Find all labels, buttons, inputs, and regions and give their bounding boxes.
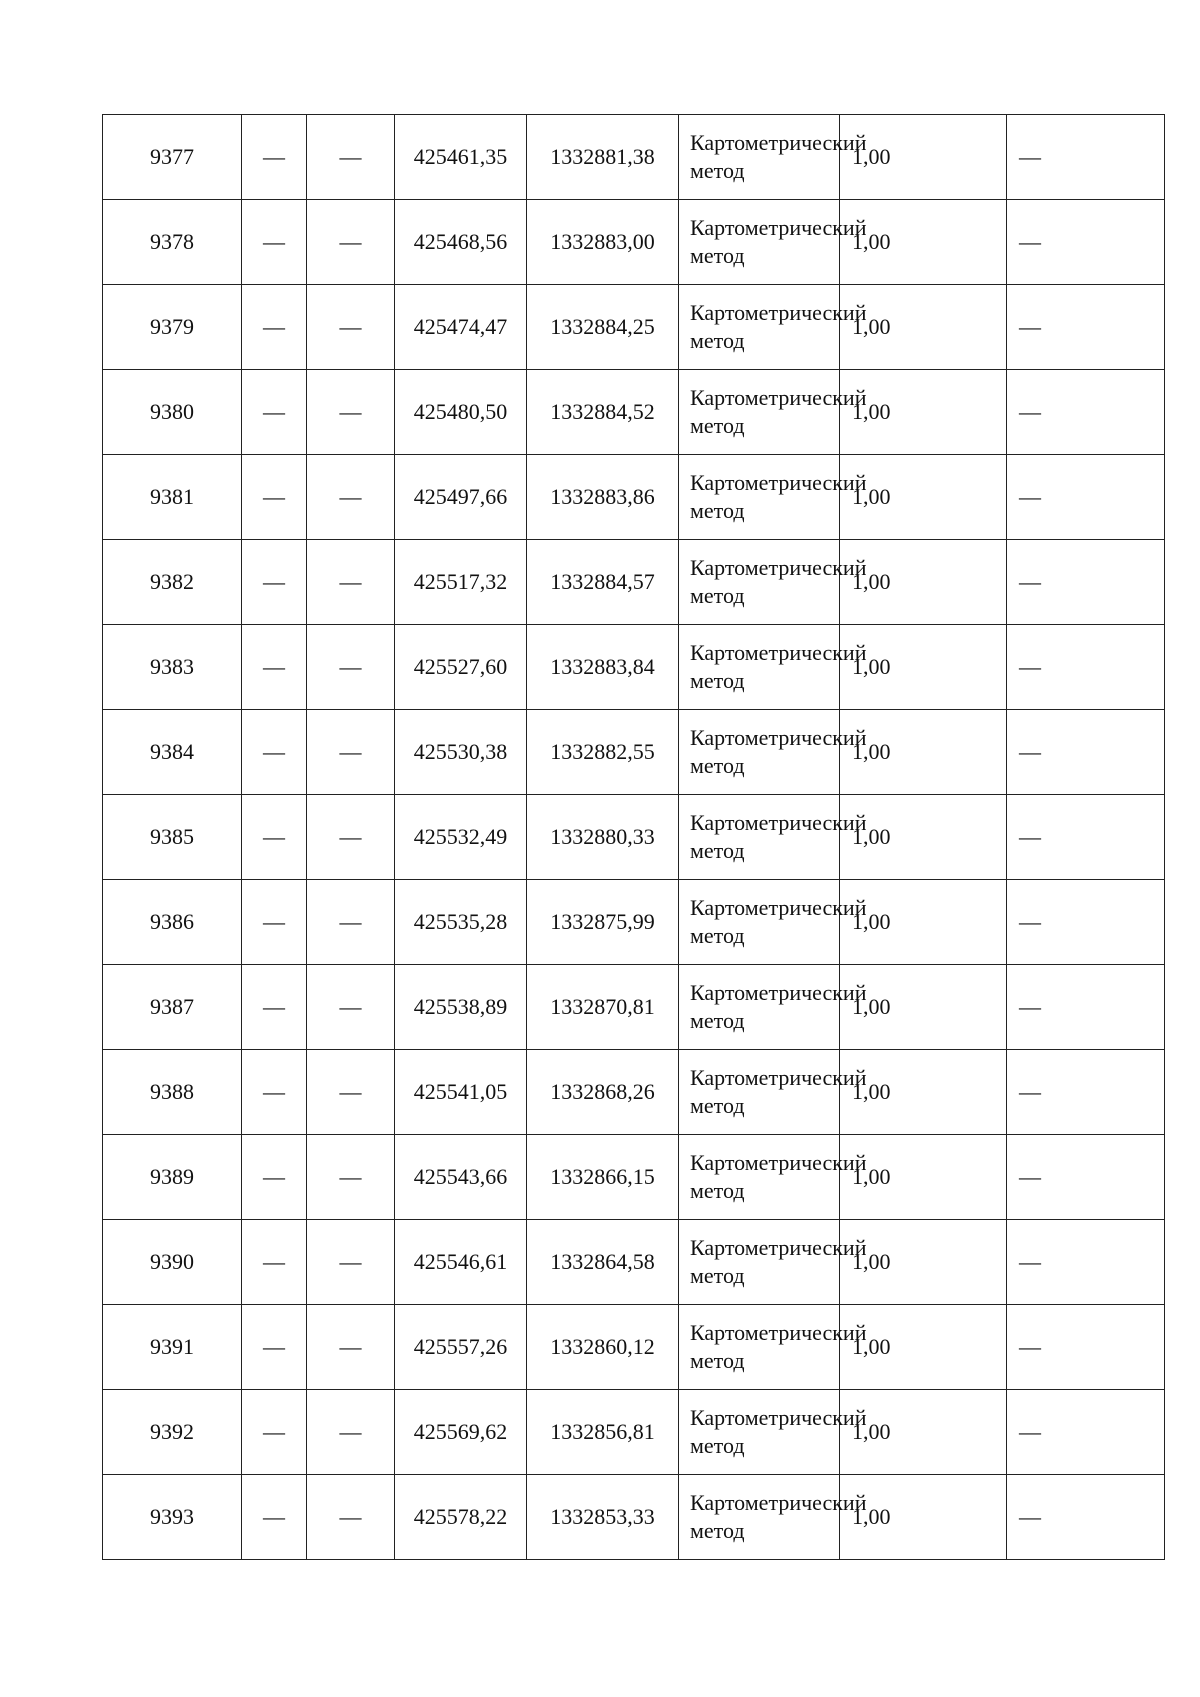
x-coordinate-cell: 425530,38 xyxy=(395,710,527,795)
dash-cell: — xyxy=(242,285,307,370)
dash-cell: — xyxy=(242,115,307,200)
method-cell: Картометрический метод xyxy=(679,1475,840,1560)
point-number-cell: 9377 xyxy=(103,115,242,200)
accuracy-cell: 1,00 xyxy=(840,795,1007,880)
dash-cell: — xyxy=(1007,455,1165,540)
dash-cell: — xyxy=(307,710,395,795)
table-row xyxy=(103,1050,1165,1135)
table-row xyxy=(103,540,1165,625)
dash-cell: — xyxy=(307,795,395,880)
accuracy-cell: 1,00 xyxy=(840,1135,1007,1220)
accuracy-cell: 1,00 xyxy=(840,1220,1007,1305)
point-number-cell: 9390 xyxy=(103,1220,242,1305)
dash-cell: — xyxy=(242,370,307,455)
method-cell: Картометрический метод xyxy=(679,200,840,285)
dash-cell: — xyxy=(1007,540,1165,625)
dash-cell: — xyxy=(307,1390,395,1475)
dash-cell: — xyxy=(242,965,307,1050)
dash-cell: — xyxy=(1007,1305,1165,1390)
point-number-cell: 9393 xyxy=(103,1475,242,1560)
dash-cell: — xyxy=(1007,1390,1165,1475)
y-coordinate-cell: 1332875,99 xyxy=(527,880,679,965)
table-row xyxy=(103,1135,1165,1220)
dash-cell: — xyxy=(307,200,395,285)
y-coordinate-cell: 1332881,38 xyxy=(527,115,679,200)
point-number-cell: 9382 xyxy=(103,540,242,625)
y-coordinate-cell: 1332884,57 xyxy=(527,540,679,625)
point-number-cell: 9392 xyxy=(103,1390,242,1475)
point-number-cell: 9383 xyxy=(103,625,242,710)
table-row xyxy=(103,1305,1165,1390)
dash-cell: — xyxy=(1007,625,1165,710)
table-row xyxy=(103,625,1165,710)
accuracy-cell: 1,00 xyxy=(840,285,1007,370)
method-cell: Картометрический метод xyxy=(679,965,840,1050)
accuracy-cell: 1,00 xyxy=(840,710,1007,795)
point-number-cell: 9388 xyxy=(103,1050,242,1135)
x-coordinate-cell: 425497,66 xyxy=(395,455,527,540)
y-coordinate-cell: 1332860,12 xyxy=(527,1305,679,1390)
dash-cell: — xyxy=(307,880,395,965)
x-coordinate-cell: 425461,35 xyxy=(395,115,527,200)
dash-cell: — xyxy=(1007,710,1165,795)
dash-cell: — xyxy=(242,1220,307,1305)
table-row xyxy=(103,285,1165,370)
dash-cell: — xyxy=(307,1305,395,1390)
table-row xyxy=(103,115,1165,200)
dash-cell: — xyxy=(1007,1475,1165,1560)
dash-cell: — xyxy=(1007,1050,1165,1135)
y-coordinate-cell: 1332856,81 xyxy=(527,1390,679,1475)
y-coordinate-cell: 1332868,26 xyxy=(527,1050,679,1135)
method-cell: Картометрический метод xyxy=(679,1390,840,1475)
table-row xyxy=(103,880,1165,965)
dash-cell: — xyxy=(1007,115,1165,200)
accuracy-cell: 1,00 xyxy=(840,880,1007,965)
dash-cell: — xyxy=(307,1220,395,1305)
dash-cell: — xyxy=(242,1305,307,1390)
x-coordinate-cell: 425480,50 xyxy=(395,370,527,455)
y-coordinate-cell: 1332853,33 xyxy=(527,1475,679,1560)
x-coordinate-cell: 425557,26 xyxy=(395,1305,527,1390)
point-number-cell: 9385 xyxy=(103,795,242,880)
x-coordinate-cell: 425538,89 xyxy=(395,965,527,1050)
method-cell: Картометрический метод xyxy=(679,1220,840,1305)
table-row xyxy=(103,795,1165,880)
dash-cell: — xyxy=(307,625,395,710)
dash-cell: — xyxy=(242,200,307,285)
dash-cell: — xyxy=(307,455,395,540)
point-number-cell: 9379 xyxy=(103,285,242,370)
method-cell: Картометрический метод xyxy=(679,115,840,200)
dash-cell: — xyxy=(242,455,307,540)
coordinates-table xyxy=(102,114,1165,1560)
y-coordinate-cell: 1332864,58 xyxy=(527,1220,679,1305)
accuracy-cell: 1,00 xyxy=(840,115,1007,200)
y-coordinate-cell: 1332880,33 xyxy=(527,795,679,880)
dash-cell: — xyxy=(1007,1220,1165,1305)
y-coordinate-cell: 1332882,55 xyxy=(527,710,679,795)
method-cell: Картометрический метод xyxy=(679,370,840,455)
point-number-cell: 9378 xyxy=(103,200,242,285)
point-number-cell: 9391 xyxy=(103,1305,242,1390)
x-coordinate-cell: 425517,32 xyxy=(395,540,527,625)
accuracy-cell: 1,00 xyxy=(840,1305,1007,1390)
y-coordinate-cell: 1332883,00 xyxy=(527,200,679,285)
point-number-cell: 9380 xyxy=(103,370,242,455)
table-row xyxy=(103,965,1165,1050)
dash-cell: — xyxy=(1007,285,1165,370)
method-cell: Картометрический метод xyxy=(679,880,840,965)
x-coordinate-cell: 425569,62 xyxy=(395,1390,527,1475)
accuracy-cell: 1,00 xyxy=(840,1390,1007,1475)
accuracy-cell: 1,00 xyxy=(840,370,1007,455)
method-cell: Картометрический метод xyxy=(679,285,840,370)
dash-cell: — xyxy=(242,1050,307,1135)
y-coordinate-cell: 1332870,81 xyxy=(527,965,679,1050)
accuracy-cell: 1,00 xyxy=(840,1475,1007,1560)
dash-cell: — xyxy=(1007,880,1165,965)
dash-cell: — xyxy=(307,1050,395,1135)
x-coordinate-cell: 425541,05 xyxy=(395,1050,527,1135)
method-cell: Картометрический метод xyxy=(679,625,840,710)
y-coordinate-cell: 1332866,15 xyxy=(527,1135,679,1220)
dash-cell: — xyxy=(1007,965,1165,1050)
dash-cell: — xyxy=(307,285,395,370)
table-row xyxy=(103,1220,1165,1305)
method-cell: Картометрический метод xyxy=(679,455,840,540)
dash-cell: — xyxy=(242,795,307,880)
point-number-cell: 9387 xyxy=(103,965,242,1050)
x-coordinate-cell: 425474,47 xyxy=(395,285,527,370)
dash-cell: — xyxy=(242,880,307,965)
table-row xyxy=(103,370,1165,455)
y-coordinate-cell: 1332884,25 xyxy=(527,285,679,370)
dash-cell: — xyxy=(1007,370,1165,455)
x-coordinate-cell: 425532,49 xyxy=(395,795,527,880)
dash-cell: — xyxy=(307,115,395,200)
dash-cell: — xyxy=(1007,795,1165,880)
accuracy-cell: 1,00 xyxy=(840,200,1007,285)
table-row xyxy=(103,455,1165,540)
dash-cell: — xyxy=(242,625,307,710)
method-cell: Картометрический метод xyxy=(679,1305,840,1390)
method-cell: Картометрический метод xyxy=(679,710,840,795)
table-row xyxy=(103,710,1165,795)
x-coordinate-cell: 425546,61 xyxy=(395,1220,527,1305)
dash-cell: — xyxy=(242,1475,307,1560)
dash-cell: — xyxy=(242,540,307,625)
point-number-cell: 9384 xyxy=(103,710,242,795)
x-coordinate-cell: 425468,56 xyxy=(395,200,527,285)
table-row xyxy=(103,1475,1165,1560)
method-cell: Картометрический метод xyxy=(679,1050,840,1135)
accuracy-cell: 1,00 xyxy=(840,455,1007,540)
accuracy-cell: 1,00 xyxy=(840,540,1007,625)
table-body xyxy=(103,115,1165,1560)
accuracy-cell: 1,00 xyxy=(840,625,1007,710)
dash-cell: — xyxy=(242,710,307,795)
point-number-cell: 9386 xyxy=(103,880,242,965)
method-cell: Картометрический метод xyxy=(679,540,840,625)
accuracy-cell: 1,00 xyxy=(840,965,1007,1050)
y-coordinate-cell: 1332883,84 xyxy=(527,625,679,710)
x-coordinate-cell: 425527,60 xyxy=(395,625,527,710)
dash-cell: — xyxy=(1007,200,1165,285)
point-number-cell: 9381 xyxy=(103,455,242,540)
dash-cell: — xyxy=(307,965,395,1050)
table-row xyxy=(103,200,1165,285)
method-cell: Картометрический метод xyxy=(679,795,840,880)
x-coordinate-cell: 425543,66 xyxy=(395,1135,527,1220)
table-row xyxy=(103,1390,1165,1475)
dash-cell: — xyxy=(242,1135,307,1220)
dash-cell: — xyxy=(307,540,395,625)
dash-cell: — xyxy=(242,1390,307,1475)
x-coordinate-cell: 425578,22 xyxy=(395,1475,527,1560)
dash-cell: — xyxy=(307,370,395,455)
dash-cell: — xyxy=(307,1135,395,1220)
x-coordinate-cell: 425535,28 xyxy=(395,880,527,965)
y-coordinate-cell: 1332883,86 xyxy=(527,455,679,540)
dash-cell: — xyxy=(307,1475,395,1560)
y-coordinate-cell: 1332884,52 xyxy=(527,370,679,455)
point-number-cell: 9389 xyxy=(103,1135,242,1220)
accuracy-cell: 1,00 xyxy=(840,1050,1007,1135)
dash-cell: — xyxy=(1007,1135,1165,1220)
method-cell: Картометрический метод xyxy=(679,1135,840,1220)
